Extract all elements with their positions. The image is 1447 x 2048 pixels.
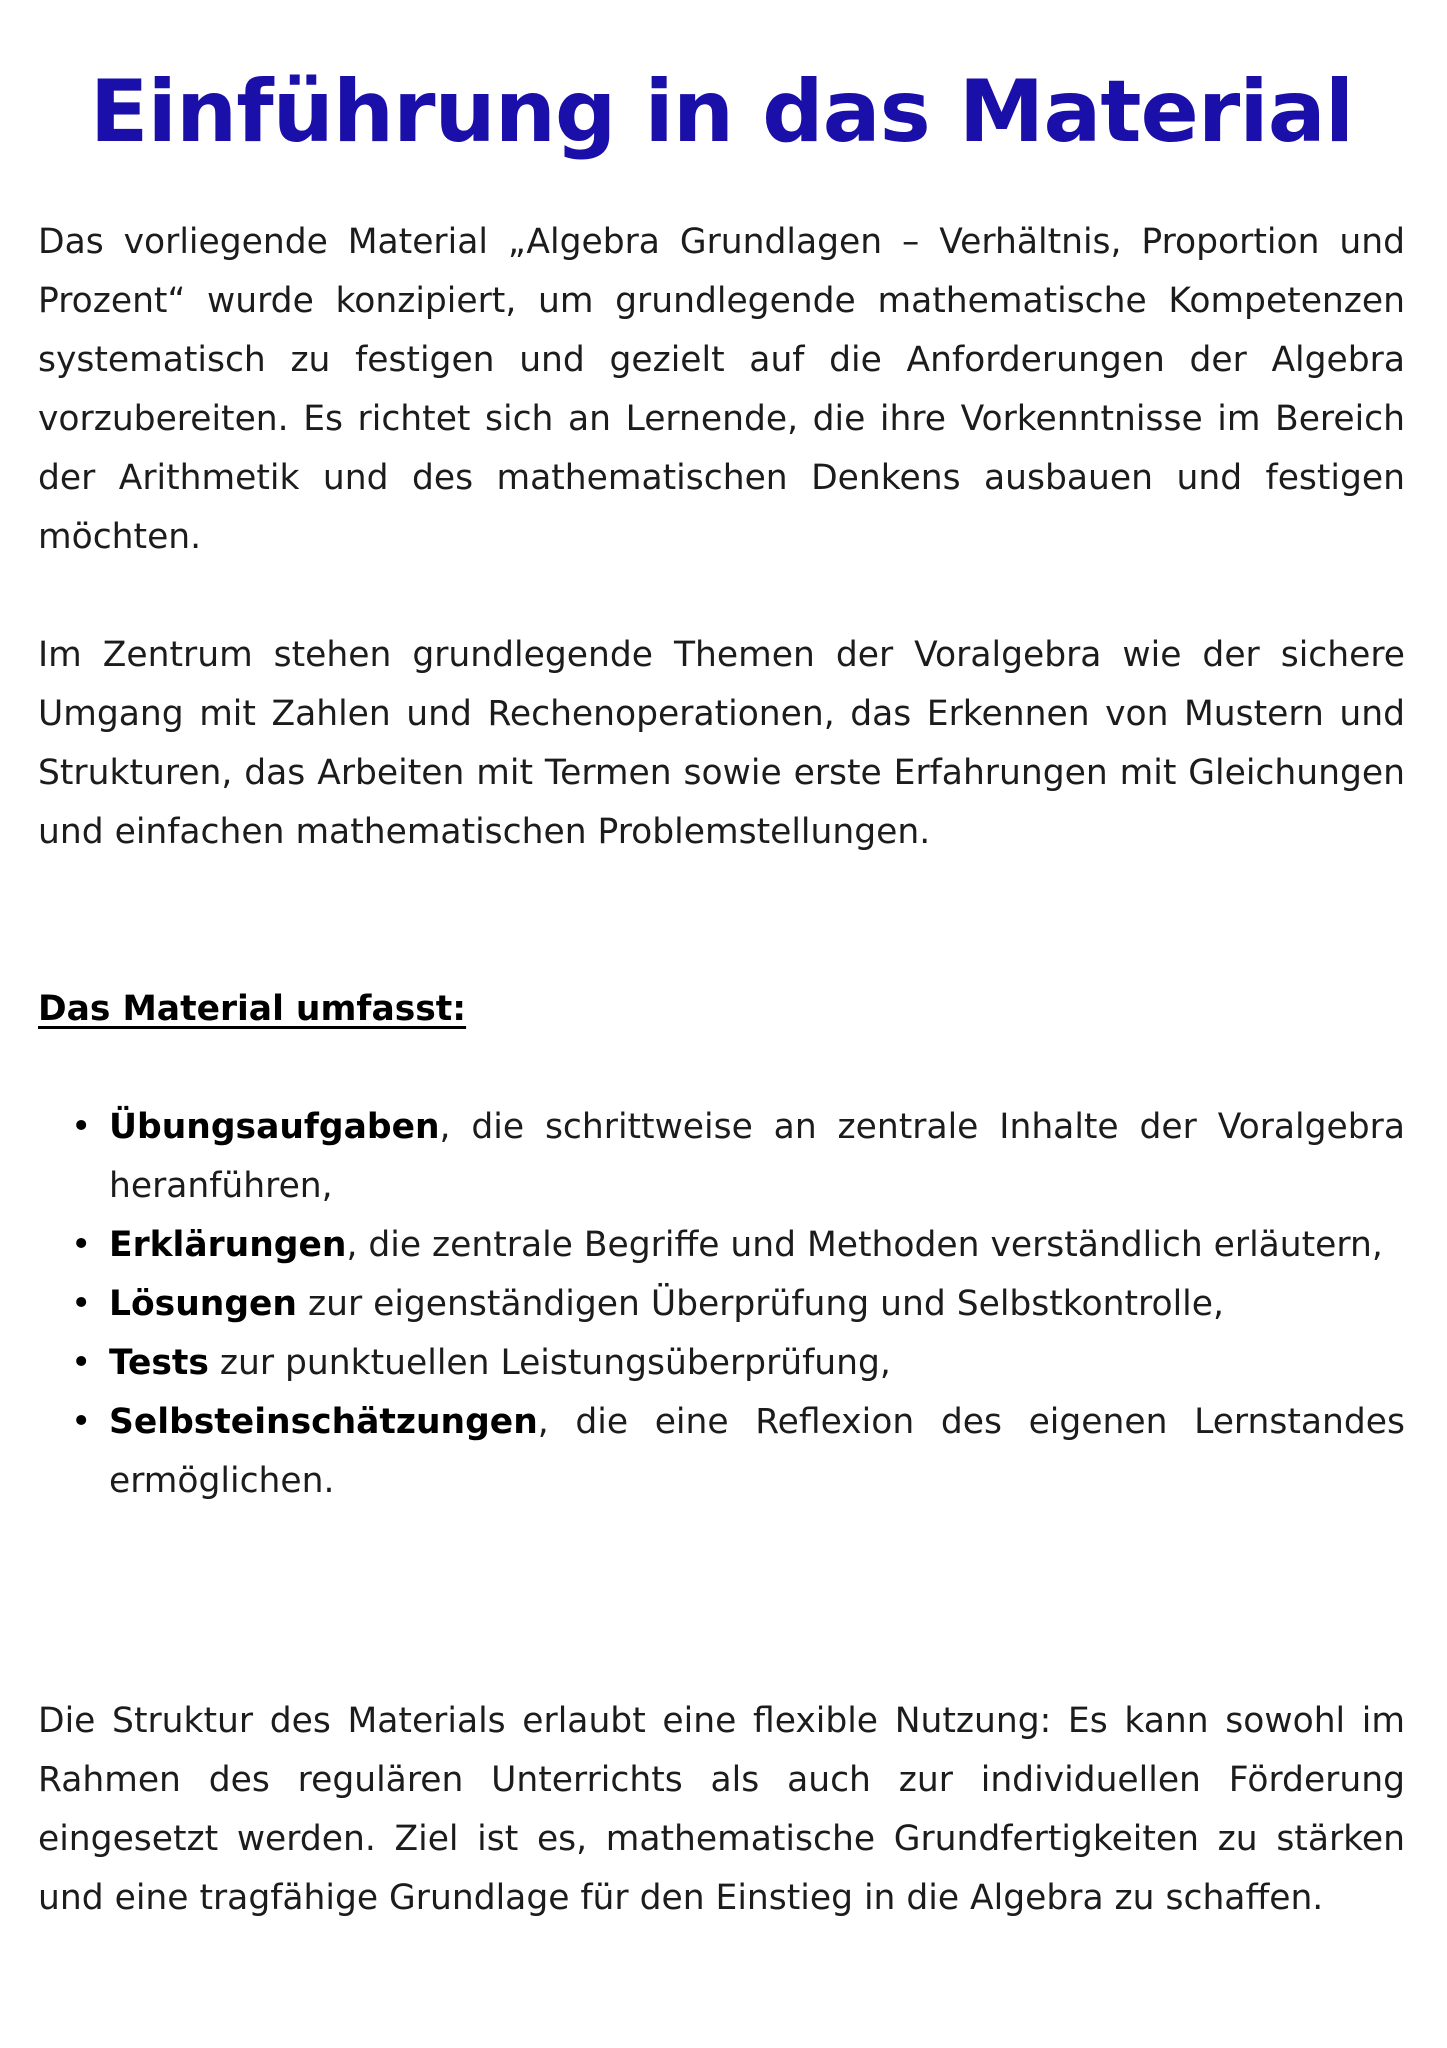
list-item-text: , die zentrale Begriffe und Methoden verständlich erläutern,: [346, 1225, 1383, 1265]
intro-paragraph-1: Das vorliegende Material „Algebra Grundlagen – Verhältnis, Proportion und Prozent“ wurde konzipiert, um grundlegende mathematische Kompetenzen systematisch zu festigen und gezielt auf die Anforderungen der Algebra vorzubereiten. Es richtet sich an Lernende, die ihre Vorkenntnisse im Bereich der Arithmetik und des mathematischen Denkens ausbauen und festigen möchten.: [38, 222, 1405, 557]
contents-heading: Das Material umfasst:: [38, 989, 467, 1029]
list-item-term: Übungsaufgaben: [109, 1107, 440, 1147]
list-item-text: zur eigenständigen Überprüfung und Selbstkontrolle,: [297, 1284, 1224, 1324]
closing-paragraph: Die Struktur des Materials erlaubt eine flexible Nutzung: Es kann sowohl im Rahmen des regulären Unterrichts als auch zur individuellen Förderung eingesetzt werden. Ziel ist es, mathematische Grundfertigkeiten zu stärken und eine tragfähige Grundlage für den Einstieg in die Algebra zu schaffen.: [38, 1701, 1405, 1918]
intro-paragraph-2: Im Zentrum stehen grundlegende Themen der Voralgebra wie der sichere Umgang mit Zahlen und Rechenoperationen, das Erkennen von Mustern und Strukturen, das Arbeiten mit Termen sowie erste Erfahrungen mit Gleichungen und einfachen mathematischen Problemstellungen.: [38, 635, 1405, 852]
list-item-text: , die schrittweise an zentrale Inhalte der Voralgebra heranführen,: [109, 1107, 1405, 1206]
contents-list: [38, 1098, 1405, 1511]
list-item: [38, 1334, 1405, 1393]
bullet-icon: •: [71, 1402, 92, 1442]
list-item-term: Lösungen: [109, 1284, 297, 1324]
document-page: [38, 0, 1405, 1918]
list-item-term: Erklärungen: [109, 1225, 347, 1265]
list-item: [38, 1393, 1405, 1511]
list-item-term: Tests: [109, 1343, 209, 1383]
list-item-text: , die eine Reflexion des eigenen Lernstandes ermöglichen.: [109, 1402, 1405, 1501]
bullet-icon: •: [71, 1284, 92, 1324]
list-item-text: zur punktuellen Leistungsüberprüfung,: [208, 1343, 891, 1383]
list-item: [38, 1275, 1405, 1334]
list-item: [38, 1098, 1405, 1216]
bullet-icon: •: [71, 1343, 92, 1383]
bullet-icon: •: [71, 1107, 92, 1147]
list-item: [38, 1216, 1405, 1275]
bullet-icon: •: [71, 1225, 92, 1265]
page-title: Einführung in das Material: [89, 62, 1354, 162]
list-item-term: Selbsteinschätzungen: [109, 1402, 538, 1442]
